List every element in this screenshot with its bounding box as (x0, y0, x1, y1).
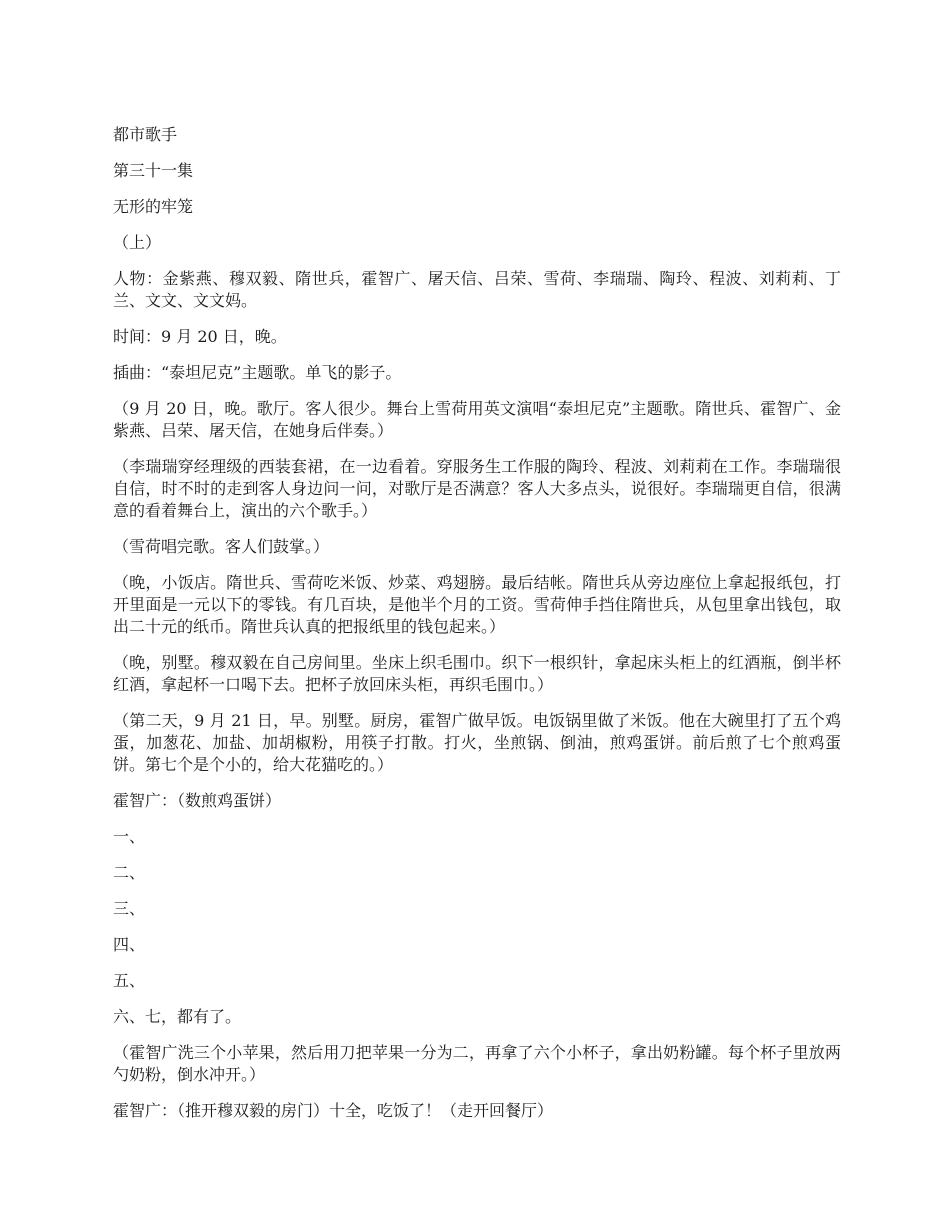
stage-direction: （晚，别墅。穆双毅在自己房间里。坐床上织毛围巾。织下一根织针，拿起床头柜上的红酒瓶，倒半杯红酒，拿起杯一口喝下去。把杯子放回床头柜，再织毛围巾。） (113, 653, 841, 694)
series-title: 都市歌手 (113, 125, 178, 144)
stage-direction: （霍智广洗三个小苹果，然后用刀把苹果一分为二，再拿了六个小杯子，拿出奶粉罐。每个杯子里放两勺奶粉，倒水冲开。） (113, 1043, 841, 1084)
part-label: （上） (113, 233, 162, 252)
stage-direction: （雪荷唱完歌。客人们鼓掌。） (113, 537, 330, 556)
episode-title: 无形的牢笼 (113, 197, 194, 216)
dialogue-line: 一、 (113, 827, 146, 846)
dialogue-line: 三、 (113, 899, 146, 918)
dialogue-line: 霍智广：（推开穆双毅的房门）十全，吃饭了！（走开回餐厅） (113, 1101, 554, 1120)
dialogue-line: 五、 (113, 971, 146, 990)
stage-direction: （第二天，9 月 21 日，早。别墅。厨房，霍智广做早饭。电饭锅里做了米饭。他在大碗里打了五个鸡蛋，加葱花、加盐、加胡椒粉，用筷子打散。打火，坐煎锅、倒油，煎鸡蛋饼。前后煎了七个煎鸡蛋饼。第七个是个小的，给大花猫吃的。） (113, 711, 841, 774)
episode-number: 第三十一集 (113, 161, 194, 180)
stage-direction: （晚，小饭店。隋世兵、雪荷吃米饭、炒菜、鸡翅膀。最后结帐。隋世兵从旁边座位上拿起报纸包，打开里面是一元以下的零钱。有几百块，是他半个月的工资。雪荷伸手挡住隋世兵，从包里拿出钱包，取出二十元的纸币。隋世兵认真的把报纸里的钱包起来。） (113, 573, 841, 636)
characters-line: 人物：金紫燕、穆双毅、隋世兵，霍智广、屠天信、吕荣、雪荷、李瑞瑞、陶玲、程波、刘莉莉、丁兰、文文、文文妈。 (113, 269, 841, 310)
time-line: 时间：9 月 20 日，晚。 (113, 327, 287, 346)
dialogue-line: 霍智广：（数煎鸡蛋饼） (113, 791, 282, 810)
songs-line: 插曲：“泰坦尼克”主题歌。单飞的影子。 (113, 363, 402, 382)
dialogue-line: 四、 (113, 935, 146, 954)
document-body (113, 124, 841, 1136)
dialogue-line: 二、 (113, 863, 146, 882)
stage-direction: （李瑞瑞穿经理级的西装套裙，在一边看着。穿服务生工作服的陶玲、程波、刘莉莉在工作。李瑞瑞很自信，时不时的走到客人身边问一问，对歌厅是否满意？客人大多点头，说很好。李瑞瑞更自信，很满意的看着舞台上，演出的六个歌手。） (113, 457, 841, 520)
stage-direction: （9 月 20 日，晚。歌厅。客人很少。舞台上雪荷用英文演唱“泰坦尼克”主题歌。隋世兵、霍智广、金紫燕、吕荣、屠天信，在她身后伴奏。） (113, 399, 841, 440)
dialogue-line: 六、七，都有了。 (113, 1007, 242, 1026)
